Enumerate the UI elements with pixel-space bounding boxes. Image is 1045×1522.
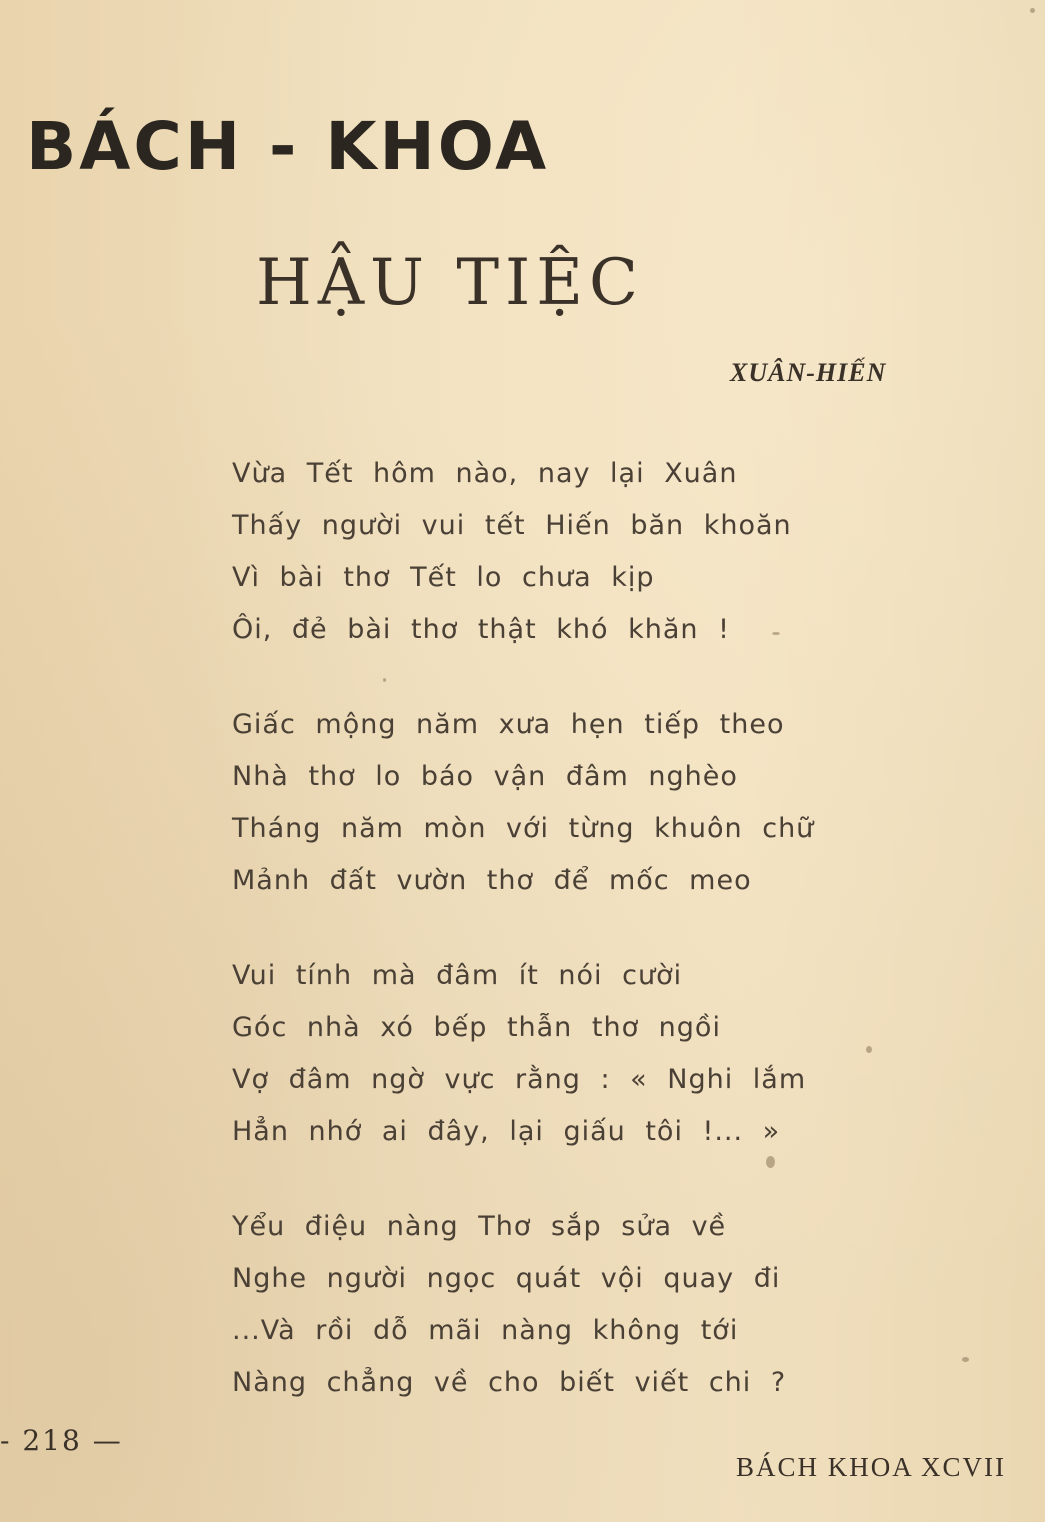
poem-line: Vui tính mà đâm ít nói cười <box>232 960 683 991</box>
poem-line: Nghe người ngọc quát vội quay đi <box>232 1263 781 1294</box>
poem-line: Thấy người vui tết Hiến băn khoăn <box>232 510 792 541</box>
paper-speck <box>962 1357 969 1362</box>
paper-speck <box>383 678 386 682</box>
poem-body <box>232 448 832 1452</box>
magazine-masthead: BÁCH - KHOA <box>26 108 550 185</box>
paper-speck <box>772 632 780 635</box>
poem-line: Tháng năm mòn với từng khuôn chữ <box>232 813 815 844</box>
poem-line: Vợ đâm ngờ vực rằng : « Nghi lắm <box>232 1064 807 1095</box>
poem-line: Yểu điệu nàng Thơ sắp sửa về <box>232 1211 727 1242</box>
poem-title: HẬU TIỆC <box>256 246 644 320</box>
stanza-1 <box>232 448 832 656</box>
paper-speck <box>866 1046 872 1053</box>
poem-line: Vì bài thơ Tết lo chưa kịp <box>232 562 655 593</box>
poem-line: Góc nhà xó bếp thẫn thơ ngồi <box>232 1012 721 1043</box>
poem-line: Nhà thơ lo báo vận đâm nghèo <box>232 761 738 792</box>
poem-line: Ôi, đẻ bài thơ thật khó khăn ! <box>232 614 730 645</box>
paper-speck <box>766 1156 775 1168</box>
poem-line: Hẳn nhớ ai đây, lại giấu tôi !... » <box>232 1116 781 1147</box>
poem-line: Nàng chẳng về cho biết viết chi ? <box>232 1367 787 1398</box>
stanza-3 <box>232 950 832 1158</box>
poem-line: Vừa Tết hôm nào, nay lại Xuân <box>232 458 738 489</box>
poem-author: XUÂN-HIẾN <box>730 358 887 387</box>
stanza-4 <box>232 1201 832 1409</box>
poem-line: Mảnh đất vườn thơ để mốc meo <box>232 865 752 896</box>
paper-speck <box>1030 8 1035 13</box>
poem-line: ...Và rồi dỗ mãi nàng không tới <box>232 1315 739 1346</box>
poem-line: Giấc mộng năm xưa hẹn tiếp theo <box>232 709 785 740</box>
stanza-2 <box>232 699 832 907</box>
running-footer: BÁCH KHOA XCVII <box>736 1452 1007 1482</box>
page-number: - 218 — <box>0 1424 123 1457</box>
